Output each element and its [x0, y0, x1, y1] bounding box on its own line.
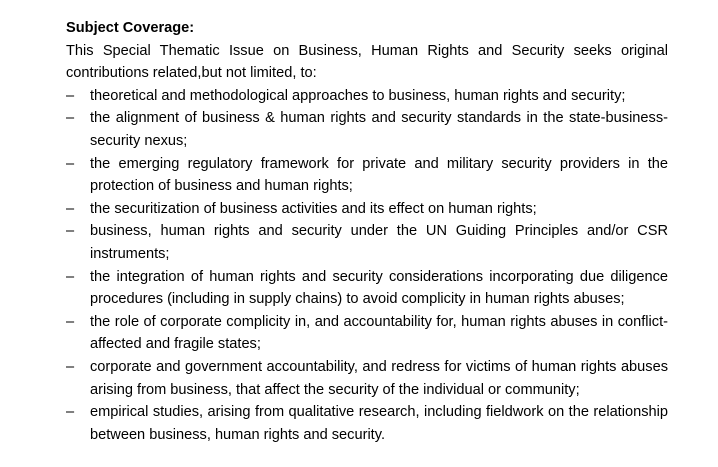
section-heading: Subject Coverage:	[66, 20, 195, 36]
list-item-text: theoretical and methodological approaches to business, human rights and security;	[90, 87, 626, 104]
list-item-text: business, human rights and security under the UN Guiding Principles and/or CSR instruments;	[90, 223, 668, 262]
dash-bullet: –	[66, 358, 75, 375]
list-item	[66, 356, 668, 401]
dash-bullet: –	[66, 155, 75, 172]
list-item	[66, 85, 668, 108]
dash-bullet: –	[66, 404, 75, 421]
list-item-text: the alignment of business & human rights and security standards in the state-business-security nexus;	[90, 110, 668, 149]
list-item-text: corporate and government accountability, and redress for victims of human rights abuses arising from business, that affect the security of the individual or community;	[90, 358, 668, 398]
coverage-list	[66, 85, 668, 447]
list-item	[66, 311, 668, 356]
list-item-text: empirical studies, arising from qualitative research, including fieldwork on the relationship between business, human rights and security.	[90, 404, 668, 443]
list-item	[66, 266, 668, 311]
list-item-text: the emerging regulatory framework for private and military security providers in the protection of business and human rights;	[90, 155, 668, 195]
list-item-text: the integration of human rights and security considerations incorporating due diligence procedures (including in supply chains) to avoid complicity in human rights abuses;	[90, 268, 668, 308]
list-item	[66, 198, 668, 221]
list-item-text: the role of corporate complicity in, and accountability for, human rights abuses in conflict-affected and fragile states;	[90, 313, 668, 353]
list-item-text: the securitization of business activities and its effect on human rights;	[90, 200, 537, 217]
list-item	[66, 153, 668, 198]
dash-bullet: –	[66, 87, 75, 104]
document-body	[66, 17, 668, 446]
list-item	[66, 220, 668, 265]
list-item	[66, 401, 668, 446]
list-item	[66, 107, 668, 152]
dash-bullet: –	[66, 268, 75, 285]
dash-bullet: –	[66, 200, 75, 217]
intro-paragraph: This Special Thematic Issue on Business, Human Rights and Security seeks original contributions related,but not limited, to:	[66, 42, 668, 82]
dash-bullet: –	[66, 313, 75, 330]
dash-bullet: –	[66, 110, 75, 127]
dash-bullet: –	[66, 223, 75, 240]
